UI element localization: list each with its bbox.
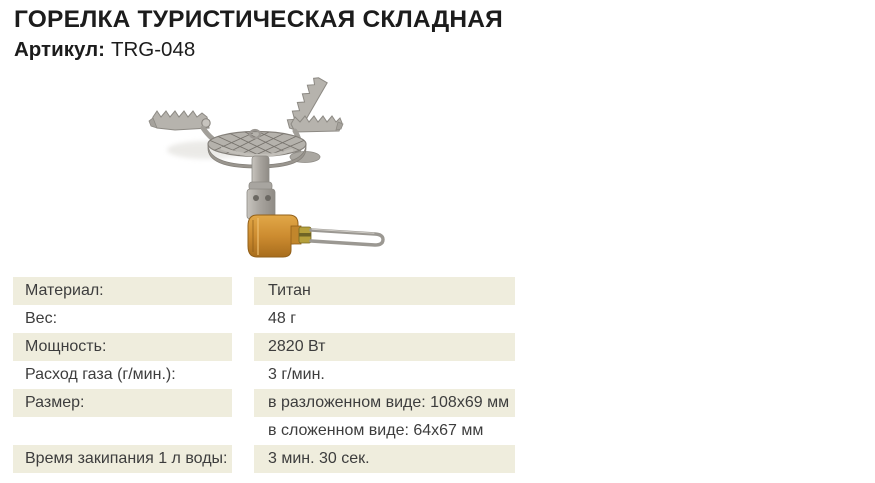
spec-row-weight (13, 305, 515, 333)
spec-value: в сложенном виде: 64х67 мм (268, 422, 484, 439)
article-value: TRG-048 (110, 38, 196, 61)
spec-value: 3 мин. 30 сек. (254, 445, 515, 473)
stove-valve-handle (299, 227, 383, 245)
article-label: Артикул: (14, 38, 105, 61)
spec-label: Размер: (13, 389, 232, 417)
spec-value: 48 г (268, 310, 297, 327)
spec-table (13, 277, 515, 473)
spec-value: Титан (254, 277, 515, 305)
stove-valve-body (248, 215, 301, 257)
spec-label: Вес: (25, 310, 58, 327)
spec-label: Время закипания 1 л воды: (13, 445, 232, 473)
spec-row-boil-time (13, 445, 515, 473)
spec-label: Материал: (13, 277, 232, 305)
spec-value: 2820 Вт (254, 333, 515, 361)
spec-row-material (13, 277, 515, 305)
spec-row-size-folded (13, 417, 515, 445)
spec-row-power (13, 333, 515, 361)
spec-value: в разложенном виде: 108х69 мм (254, 389, 515, 417)
spec-value: 3 г/мин. (268, 366, 325, 383)
camping-stove-image (145, 76, 395, 261)
page-title: ГОРЕЛКА ТУРИСТИЧЕСКАЯ СКЛАДНАЯ (14, 6, 503, 33)
article-line (14, 38, 195, 62)
spec-row-gas-consumption (13, 361, 515, 389)
spec-row-size-unfolded (13, 389, 515, 417)
spec-label: Мощность: (13, 333, 232, 361)
spec-label (13, 417, 232, 445)
product-image (145, 76, 395, 261)
spec-label: Расход газа (г/мин.): (25, 366, 176, 383)
